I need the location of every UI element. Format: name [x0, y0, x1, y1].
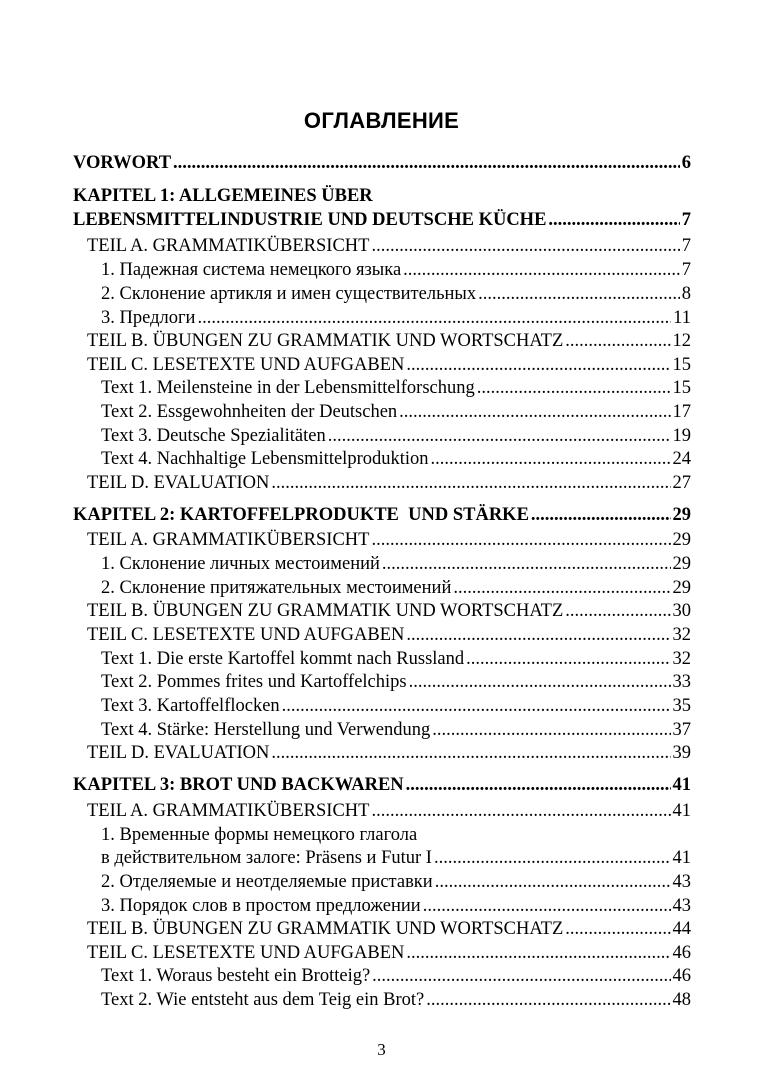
- toc-entry-text: Text 3. Deutsche Spezialitäten: [101, 426, 326, 446]
- toc-leader-dots: [434, 848, 671, 869]
- toc-entry-text: 3. Порядок слов в простом предложении: [101, 896, 421, 916]
- toc-entry-page: 7: [681, 236, 691, 256]
- toc-entry-k1-text-4[interactable]: [101, 449, 691, 473]
- toc-entry-page: 43: [672, 872, 691, 892]
- toc-entry-text: TEIL D. EVALUATION: [87, 743, 270, 763]
- toc-entry-k1-teil-c[interactable]: [87, 355, 691, 379]
- toc-entry-text: Text 4. Nachhaltige Lebensmittelproduktion: [101, 449, 429, 469]
- toc-entry-k1-teil-b[interactable]: [87, 331, 691, 355]
- toc-entry-page: 11: [673, 308, 691, 328]
- toc-entry-page: 32: [672, 625, 691, 645]
- toc-leader-dots: [426, 990, 670, 1011]
- toc-entry-text: TEIL B. ÜBUNGEN ZU GRAMMATIK UND WORTSCHATZ: [87, 601, 564, 621]
- toc-entry-page: 24: [672, 449, 691, 469]
- toc-leader-dots: [328, 426, 671, 447]
- toc-leader-dots: [548, 210, 679, 231]
- toc-entry-text: Text 3. Kartoffelflocken: [101, 696, 280, 716]
- toc-entry-text: TEIL A. GRAMMATIKÜBERSICHT: [87, 801, 370, 821]
- toc-leader-dots: [173, 153, 680, 174]
- toc-leader-dots: [406, 943, 670, 964]
- toc-entry-page: 32: [672, 649, 691, 669]
- toc-entry-page: 37: [672, 720, 691, 740]
- toc-entry-page: 35: [672, 696, 691, 716]
- toc-leader-dots: [371, 530, 670, 551]
- toc-entry-text: Text 2. Pommes frites und Kartoffelchips: [101, 672, 407, 692]
- toc-entry-page: 19: [672, 426, 691, 446]
- toc-entry-k3-teil-b[interactable]: [87, 919, 691, 943]
- toc-entry-text: 2. Склонение притяжательных местоимений: [101, 578, 452, 598]
- page-title: ОГЛАВЛЕНИЕ: [303, 108, 460, 133]
- toc-entry-k2-text-4[interactable]: [101, 720, 691, 744]
- toc-entry-page: 41: [672, 775, 691, 795]
- toc-entry-page: 48: [672, 990, 691, 1010]
- toc-leader-dots: [406, 775, 671, 796]
- toc-entry-k1-a3[interactable]: [101, 308, 691, 332]
- toc-leader-dots: [531, 505, 671, 526]
- toc-entry-page: 6: [681, 153, 691, 173]
- toc-leader-dots: [399, 402, 670, 423]
- toc-chapter-1-title[interactable]: KAPITEL 1: ALLGEMEINES ÜBER: [73, 186, 373, 206]
- toc-entry-page: 29: [672, 578, 691, 598]
- toc-entry-vorwort[interactable]: [73, 153, 691, 177]
- toc-entry-k2-teil-c[interactable]: [87, 625, 691, 649]
- toc-entry-page: 43: [672, 896, 691, 916]
- toc-entry-k3-a2[interactable]: [101, 872, 691, 896]
- toc-entry-page: 30: [672, 601, 691, 621]
- toc-entry-k3-teil-c[interactable]: [87, 943, 691, 967]
- toc-leader-dots: [478, 284, 680, 305]
- toc-entry-page: 29: [672, 554, 691, 574]
- toc-entry-k3-teil-a[interactable]: [87, 801, 691, 825]
- toc-entry-kapitel-3[interactable]: [73, 775, 691, 799]
- toc-leader-dots: [423, 896, 671, 917]
- toc-entry-text: Text 1. Woraus besteht ein Brotteig?: [101, 966, 371, 986]
- toc-leader-dots: [197, 308, 671, 329]
- toc-entry-k2-teil-a[interactable]: [87, 530, 691, 554]
- toc-entry-page: 8: [681, 284, 691, 304]
- toc-entry-text: TEIL C. LESETEXTE UND AUFGABEN: [87, 625, 405, 645]
- toc-leader-dots: [406, 355, 670, 376]
- toc-leader-dots: [371, 236, 679, 257]
- toc-entry-k1-text-2[interactable]: [101, 402, 691, 426]
- toc-leader-dots: [466, 649, 670, 670]
- toc-entry-k3-a1-line1[interactable]: 1. Временные формы немецкого глагола: [101, 825, 418, 845]
- toc-entry-text: TEIL A. GRAMMATIKÜBERSICHT: [87, 236, 370, 256]
- toc-leader-dots: [282, 696, 671, 717]
- toc-entry-text: Text 2. Essgewohnheiten der Deutschen: [101, 402, 398, 422]
- toc-leader-dots: [409, 672, 671, 693]
- toc-leader-dots: [382, 554, 671, 575]
- toc-entry-text: KAPITEL 2: KARTOFFELPRODUKTE UND STÄRKE: [73, 505, 529, 525]
- toc-leader-dots: [271, 743, 670, 764]
- toc-leader-dots: [565, 919, 670, 940]
- toc-entry-text: Text 1. Meilensteine in der Lebensmittelforschung: [101, 378, 475, 398]
- toc-entry-text: TEIL B. ÜBUNGEN ZU GRAMMATIK UND WORTSCHATZ: [87, 919, 564, 939]
- toc-entry-page: 17: [672, 402, 691, 422]
- toc-leader-dots: [372, 966, 670, 987]
- toc-entry-k1-a2[interactable]: [101, 284, 691, 308]
- toc-entry-k3-a1[interactable]: [101, 848, 691, 872]
- toc-entry-k2-text-1[interactable]: [101, 649, 691, 673]
- toc-entry-text: TEIL B. ÜBUNGEN ZU GRAMMATIK UND WORTSCHATZ: [87, 331, 564, 351]
- toc-entry-k3-text-2[interactable]: [101, 990, 691, 1014]
- toc-leader-dots: [565, 601, 670, 622]
- toc-leader-dots: [565, 331, 670, 352]
- toc-entry-text: 2. Склонение артикля и имен существительных: [101, 284, 477, 304]
- toc-entry-text: 1. Падежная система немецкого языка: [101, 260, 402, 280]
- toc-entry-k3-a3[interactable]: [101, 896, 691, 920]
- toc-entry-page: 29: [672, 505, 691, 525]
- toc-entry-page: 46: [672, 943, 691, 963]
- toc-entry-k3-text-1[interactable]: [101, 966, 691, 990]
- toc-leader-dots: [403, 260, 680, 281]
- toc-leader-dots: [453, 578, 670, 599]
- toc-entry-text: KAPITEL 3: BROT UND BACKWAREN: [73, 775, 404, 795]
- toc-entry-text: Text 1. Die erste Kartoffel kommt nach Russland: [101, 649, 465, 669]
- toc-entry-text: 2. Отделяемые и неотделяемые приставки: [101, 872, 433, 892]
- toc-entry-page: 41: [672, 801, 691, 821]
- toc-entry-k1-teil-a[interactable]: [87, 236, 691, 260]
- toc-entry-text: TEIL D. EVALUATION: [87, 473, 270, 493]
- toc-entry-text: в действительном залоге: Präsens и Futur I: [101, 848, 432, 868]
- toc-entry-page: 46: [672, 966, 691, 986]
- toc-entry-kapitel-1[interactable]: [73, 210, 691, 234]
- toc-entry-page: 29: [672, 530, 691, 550]
- toc-entry-text: TEIL C. LESETEXTE UND AUFGABEN: [87, 943, 405, 963]
- toc-leader-dots: [477, 378, 671, 399]
- toc-entry-page: 12: [672, 331, 691, 351]
- toc-entry-k2-teil-d[interactable]: [87, 743, 691, 767]
- toc-leader-dots: [271, 473, 670, 494]
- toc-entry-k2-a2[interactable]: [101, 578, 691, 602]
- toc-entry-k2-teil-b[interactable]: [87, 601, 691, 625]
- toc-entry-page: 39: [672, 743, 691, 763]
- toc-entry-k1-a1[interactable]: [101, 260, 691, 284]
- toc-entry-text: Text 4. Stärke: Herstellung und Verwendung: [101, 720, 431, 740]
- toc-entry-text: TEIL A. GRAMMATIKÜBERSICHT: [87, 530, 370, 550]
- toc-entry-text: Text 2. Wie entsteht aus dem Teig ein Brot?: [101, 990, 425, 1010]
- toc-entry-k1-teil-d[interactable]: [87, 473, 691, 497]
- toc-leader-dots: [435, 872, 671, 893]
- toc-entry-text: VORWORT: [73, 153, 172, 173]
- toc-entry-text: 3. Предлоги: [101, 308, 196, 328]
- toc-entry-kapitel-2[interactable]: [73, 505, 691, 529]
- toc-leader-dots: [432, 720, 670, 741]
- toc-leader-dots: [371, 801, 670, 822]
- toc-entry-page: 15: [672, 355, 691, 375]
- page-number: 3: [377, 1040, 386, 1059]
- toc-entry-k1-text-1[interactable]: [101, 378, 691, 402]
- toc-entry-page: 27: [672, 473, 691, 493]
- toc-entry-text: TEIL C. LESETEXTE UND AUFGABEN: [87, 355, 405, 375]
- toc-entry-k2-text-3[interactable]: [101, 696, 691, 720]
- toc-entry-text: LEBENSMITTELINDUSTRIE UND DEUTSCHE KÜCHE: [73, 210, 547, 230]
- toc-leader-dots: [406, 625, 670, 646]
- toc-entry-page: 15: [672, 378, 691, 398]
- toc-entry-k2-a1[interactable]: [101, 554, 691, 578]
- toc-entry-page: 41: [672, 848, 691, 868]
- toc-entry-k1-text-3[interactable]: [101, 426, 691, 450]
- toc-entry-page: 7: [681, 210, 691, 230]
- toc-entry-k2-text-2[interactable]: [101, 672, 691, 696]
- toc-entry-page: 7: [681, 260, 691, 280]
- toc-entry-page: 33: [672, 672, 691, 692]
- toc-leader-dots: [431, 449, 671, 470]
- toc-entry-page: 44: [672, 919, 691, 939]
- toc-entry-text: 1. Склонение личных местоимений: [101, 554, 380, 574]
